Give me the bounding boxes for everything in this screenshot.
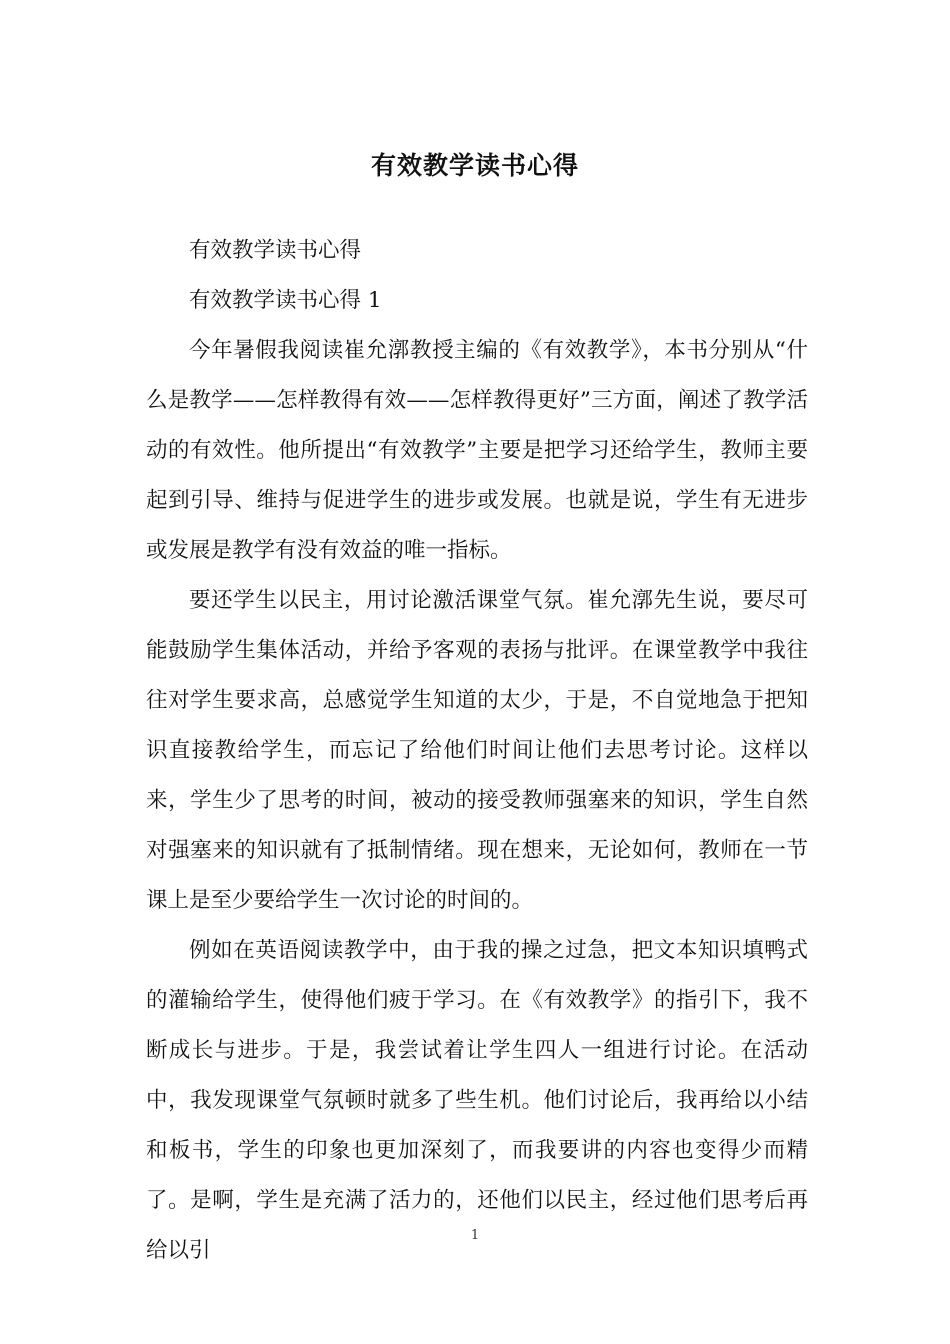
document-title: 有效教学读书心得: [370, 151, 579, 180]
paragraph-body: 今年暑假我阅读崔允漷教授主编的《有效教学》，本书分别从“什么是教学——怎样教得有效——怎样教得更好”三方面，阐述了教学活动的有效性。他所提出“有效教学”主要是把学习还给学生，教师主要起到引导、维持与促进学生的进步或发展。也就是说，学生有无进步或发展是教学有没有效益的唯一指标。: [146, 338, 808, 563]
page-number: 1: [470, 1228, 480, 1243]
paragraph-body: 例如在英语阅读教学中，由于我的操之过急，把文本知识填鸭式的灌输给学生，使得他们疲于学习。在《有效教学》的指引下，我不断成长与进步。于是，我尝试着让学生四人一组进行讨论。在活动中，我发现课堂气氛顿时就多了些生机。他们讨论后，我再给以小结和板书，学生的印象也更加深刻了，而我要讲的内容也变得少而精了。是啊，学生是充满了活力的，还他们以民主，经过他们思考后再给以引: [146, 938, 808, 1263]
paragraph-body: 要还学生以民主，用讨论激活课堂气氛。崔允漷先生说，要尽可能鼓励学生集体活动，并给予客观的表扬与批评。在课堂教学中我往往对学生要求高，总感觉学生知道的太少，于是，不自觉地急于把知识直接教给学生，而忘记了给他们时间让他们去思考讨论。这样以来，学生少了思考的时间，被动的接受教师强塞来的知识，学生自然对强塞来的知识就有了抵制情绪。现在想来，无论如何，教师在一节课上是至少要给学生一次讨论的时间的。: [146, 588, 808, 913]
document-body: [146, 226, 808, 1276]
paragraph-section-heading: 有效教学读书心得 1: [189, 288, 382, 313]
paragraph-subtitle: 有效教学读书心得: [189, 238, 362, 263]
